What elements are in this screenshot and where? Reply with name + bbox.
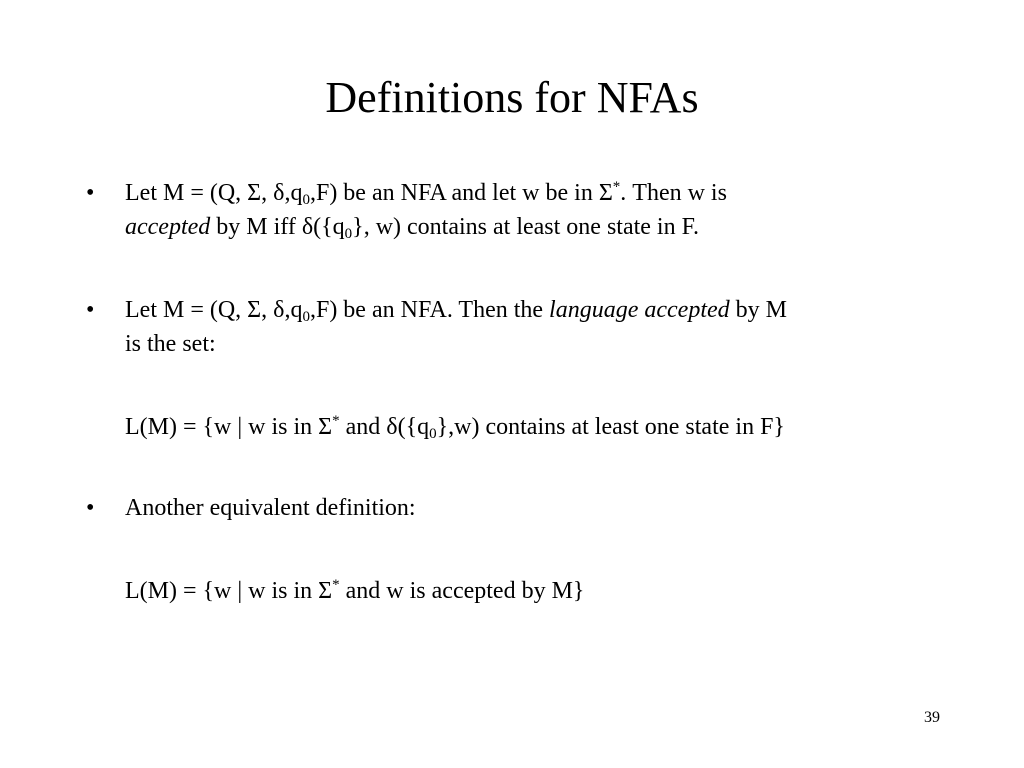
subscript: 0 bbox=[302, 309, 310, 325]
subscript: 0 bbox=[302, 192, 310, 208]
formula-text: L(M) = {w | w is in Σ bbox=[125, 414, 333, 440]
bullet-1-text: . Then w is bbox=[620, 180, 727, 206]
superscript: * bbox=[332, 577, 340, 593]
subscript: 0 bbox=[429, 426, 437, 442]
bullet-1-line-2 bbox=[125, 211, 699, 244]
bullet-1-text: }, w) contains at least one state in F. bbox=[352, 214, 700, 240]
bullet-1-text: Let M = (Q, Σ, δ,q bbox=[125, 180, 303, 206]
bullet-1-text: by M iff δ({q bbox=[210, 214, 345, 240]
formula-language-definition bbox=[125, 411, 785, 444]
bullet-marker-1: • bbox=[86, 180, 95, 206]
bullet-2-text: by M bbox=[729, 297, 787, 323]
bullet-2-text: ,F) be an NFA. Then the bbox=[309, 297, 550, 323]
bullet-marker-3: • bbox=[86, 495, 95, 521]
bullet-marker-2: • bbox=[86, 297, 95, 323]
formula-text: },w) contains at least one state in F} bbox=[436, 414, 785, 440]
page-number: 39 bbox=[924, 709, 940, 726]
bullet-2-text: Let M = (Q, Σ, δ,q bbox=[125, 297, 303, 323]
bullet-2-line-1 bbox=[125, 294, 787, 327]
superscript: * bbox=[612, 179, 621, 195]
bullet-1-line-1 bbox=[125, 177, 727, 210]
formula-text: L(M) = {w | w is in Σ bbox=[125, 578, 333, 604]
emphasis-language-accepted: language accepted bbox=[549, 297, 730, 323]
subscript: 0 bbox=[344, 226, 353, 242]
superscript: * bbox=[332, 413, 340, 429]
bullet-3-line-1: Another equivalent definition: bbox=[125, 495, 416, 521]
slide-title: Definitions for NFAs bbox=[325, 73, 699, 122]
formula-equivalent-definition bbox=[125, 575, 584, 608]
emphasis-accepted: accepted bbox=[125, 214, 211, 240]
bullet-2-line-2: is the set: bbox=[125, 331, 216, 357]
formula-text: and w is accepted by M} bbox=[339, 578, 585, 604]
formula-text: and δ({q bbox=[339, 414, 430, 440]
bullet-1-text: ,F) be an NFA and let w be in Σ bbox=[309, 180, 613, 206]
